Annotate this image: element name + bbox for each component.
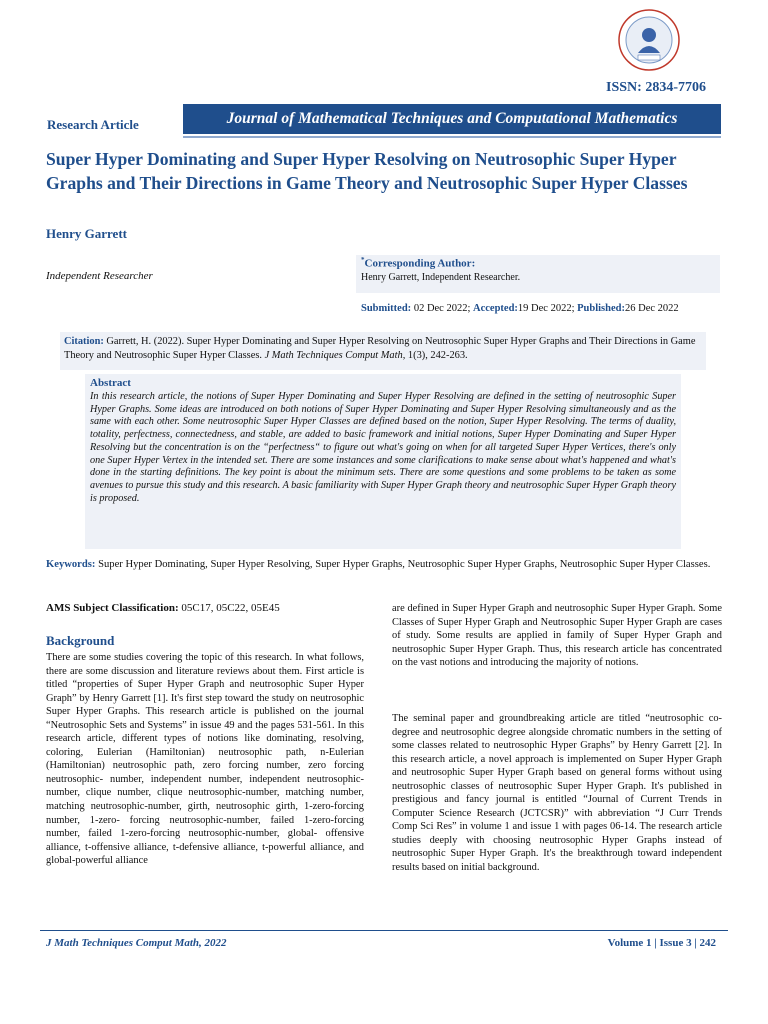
footer-volume-page: Volume 1 | Issue 3 | 242	[607, 937, 716, 949]
accepted-label: Accepted:	[473, 303, 518, 314]
footer-rule	[40, 930, 728, 931]
submitted-date: 02 Dec 2022;	[411, 303, 474, 314]
keywords	[46, 558, 724, 572]
citation-journal: J Math Techniques Comput Math,	[264, 349, 406, 361]
keywords-text: Super Hyper Dominating, Super Hyper Resolving, Super Hyper Graphs, Neutrosophic Super Hyper Graphs, Neutrosophic Super Hyper Classes.	[95, 559, 711, 570]
ams-classification	[46, 602, 280, 614]
corresponding-author-label: *Corresponding Author:	[361, 256, 476, 270]
background-heading: Background	[46, 633, 115, 648]
background-right-paragraph-1: are defined in Super Hyper Graph and neutrosophic Super Hyper Graph. Some Classes of Super Hyper Graph and Neutrosophic Super Hyper Graph are cases of study. Some results are applied in family of Super Hyper Graph and neutrosophic Super Hyper Graph. Thus, this research article has concentrated on the vast notions and introducing the majority of notions.	[392, 603, 722, 669]
published-date: 26 Dec 2022	[624, 303, 679, 314]
corresponding-author-text: Henry Garrett, Independent Researcher.	[361, 272, 521, 283]
corresponding-author-label-text: Corresponding Author:	[364, 257, 476, 270]
banner-underline	[183, 136, 721, 138]
journal-name-banner: Journal of Mathematical Techniques and Computational Mathematics	[183, 104, 721, 134]
abstract-text: In this research article, the notions of Super Hyper Dominating and Super Hyper Resolving are defined in the setting of neutrosophic Super Hyper Graphs. Some ideas are introduced on both notions of Super Hyper Dominating and Super Hyper Resolving simultaneously and as the same with each other. Some neutrosophic Super Hyper Classes are defined based on the notion, Super Hyper Resolving. The terms of duality, totality, perfectness, connectedness, and stable, are added to basic framework and initial notions, Super Hyper Dominating and Super Hyper Resolving but the concentration is on the “perfectness“ to figure out what's going on when for all targeted Super Hyper Vertices, there's only one Super Hyper Vertex in the intended set. There are some instances and some clarifications to make sense about what's happened and what's done in the starting definitions. The key point is about the minimum sets. There are some questions and some problems to be taken as some avenues to pursue this study and this research. A basic familiarity with Super Hyper Graph theory and neutrosophic Super Hyper Graph theory is proposed.	[90, 391, 676, 504]
submitted-label: Submitted:	[361, 303, 412, 314]
ams-label: AMS Subject Classification:	[46, 602, 179, 614]
keywords-label: Keywords:	[46, 559, 96, 570]
journal-logo	[618, 9, 680, 71]
article-type: Research Article	[47, 117, 139, 132]
published-label: Published:	[577, 303, 625, 314]
background-left-column: There are some studies covering the topic of this research. In what follows, there are some discussion and literature reviews about them. First article is titled “properties of Super Hyper Graph and neutrosophic Super Hyper Graph” by Henry Garrett [1]. It's first step toward the study on neutrosophic Super Hyper Graphs. This research article is published on the journal “Neutrosophic Sets and Systems” in issue 49 and the pages 531-561. In this research article, different types of notions like dominating, resolving, coloring, Eulerian (Hamiltonian) neutrosophic path, n-Eulerian (Hamiltonian) neutrosophic path, zero forcing number, zero forcing neutrosophic- number, independent number, independent neutrosophic-number, clique number, clique neutrosophic-number, matching number, matching neutrosophic-number, girth, neutrosophic girth, 1-zero-forcing number, 1-zero- forcing neutrosophic-number, failed 1-zero-forcing number, failed 1-zero-forcing neutrosophic-number, global- offensive alliance, t-offensive alliance, t-defensive alliance, t-powerful alliance, and global-powerful alliance	[46, 652, 364, 867]
citation-volume: 1(3), 242-263.	[405, 349, 468, 361]
footer-journal: J Math Techniques Comput Math, 2022	[46, 937, 227, 949]
ams-codes: 05C17, 05C22, 05E45	[178, 602, 280, 614]
background-right-paragraph-2: The seminal paper and groundbreaking article are titled “neutrosophic co-degree and neutrosophic degree alongside chromatic numbers in the setting of some classes related to neutrosophic Hyper Graphs” by Henry Garrett [2]. In this research article, a novel approach is implemented on Super Hyper Graph and neutrosophic Super Hyper Graph based on general forms without using neutrosophic classes of neutrosophic Super Hyper Graph. It's published in prestigious and fancy journal is entitled “Journal of Current Trends in Computer Science Research (JCTCSR)” with abbreviation “J Curr Trends Comp Sci Res” in volume 1 and issue 1 with pages 06-14. The research article studies deeply with choosing neutrosophic Hyper Graphs instead of neutrosophic Super Hyper Graph. It's the breakthrough toward independent results based on initial background.	[392, 713, 722, 874]
citation	[64, 335, 704, 362]
accepted-date: 19 Dec 2022;	[517, 303, 578, 314]
article-dates	[361, 303, 679, 314]
abstract-heading: Abstract	[90, 377, 131, 389]
author-affiliation: Independent Researcher	[46, 270, 153, 282]
article-title: Super Hyper Dominating and Super Hyper Resolving on Neutrosophic Super Hyper Graphs and Their Directions in Game Theory and Neutrosophic Super Hyper Classes	[46, 149, 688, 193]
citation-text: Garrett, H. (2022). Super Hyper Dominating and Super Hyper Resolving on Neutrosophic Super Hyper Graphs and Their Directions in Game Theory and Neutrosophic Super Hyper Classes.	[64, 336, 696, 361]
issn: ISSN: 2834-7706	[606, 80, 706, 95]
citation-label: Citation:	[64, 336, 104, 347]
author-name: Henry Garrett	[46, 226, 127, 241]
